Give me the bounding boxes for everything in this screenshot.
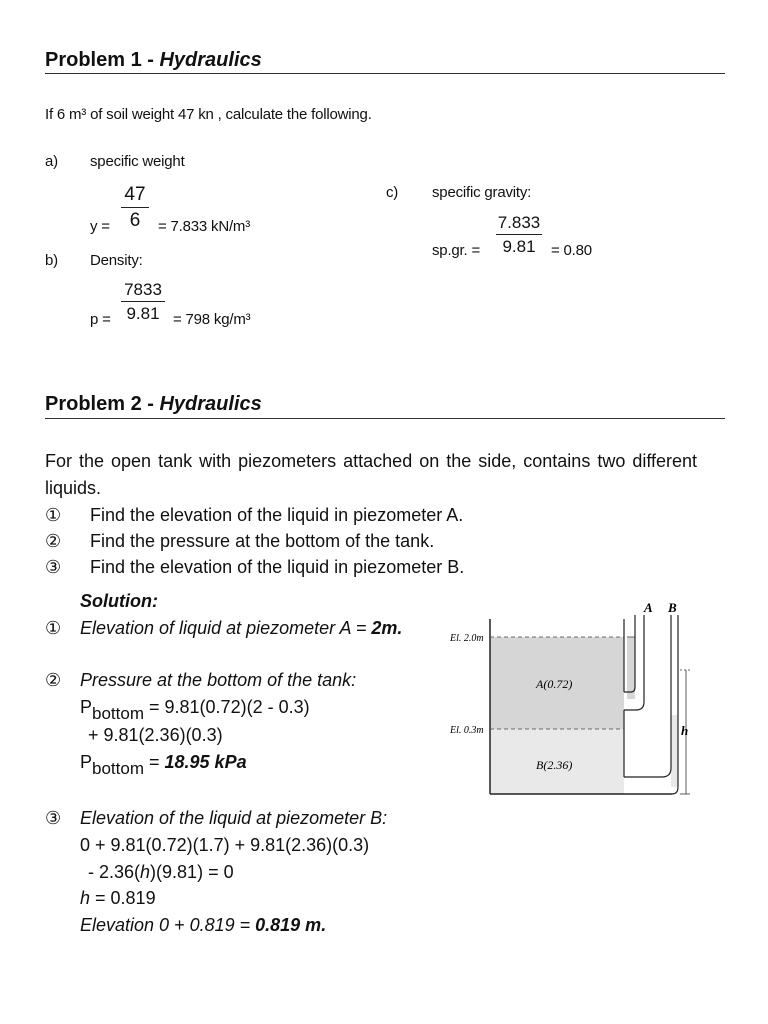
item-c-text: specific gravity: bbox=[432, 184, 532, 201]
item-b-lhs: p = bbox=[90, 311, 111, 328]
item-b-fraction bbox=[121, 280, 165, 324]
item-b-numerator: 7833 bbox=[124, 280, 162, 299]
item-a-lhs: y = bbox=[90, 218, 110, 235]
item-c-numerator: 7.833 bbox=[497, 213, 541, 232]
solution-3-line-1: 0 + 9.81(0.72)(1.7) + 9.81(2.36)(0.3) bbox=[80, 835, 370, 855]
question-2: Find the pressure at the bottom of the tank. bbox=[90, 531, 435, 551]
liquid-b-label: B(2.36) bbox=[536, 758, 573, 772]
question-1: Find the elevation of the liquid in piezometer A. bbox=[90, 505, 464, 525]
solution-3-marker: ③ bbox=[45, 808, 62, 828]
elevation-mid-label: El. 0.3m bbox=[450, 725, 484, 736]
item-b-result: = 798 kg/m³ bbox=[173, 311, 251, 328]
fraction-bar bbox=[121, 301, 165, 302]
tank-diagram bbox=[440, 595, 710, 805]
solution-3-line-4: Elevation 0 + 0.819 = 0.819 m. bbox=[80, 915, 327, 935]
question-1-marker: ① bbox=[45, 505, 62, 525]
question-2-marker: ② bbox=[45, 531, 62, 551]
solution-2-marker: ② bbox=[45, 670, 62, 690]
item-a-result: = 7.833 kN/m³ bbox=[158, 218, 251, 235]
item-c-fraction bbox=[496, 213, 542, 257]
liquid-a-label: A(0.72) bbox=[536, 677, 573, 691]
problem-1-title: Problem 1 - Hydraulics bbox=[45, 49, 262, 71]
item-a-label: a) bbox=[45, 153, 58, 170]
problem-1-divider bbox=[45, 73, 725, 74]
piezometer-a-label: A bbox=[644, 600, 653, 615]
solution-3-line-3: h = 0.819 bbox=[80, 888, 156, 908]
problem-2-intro-line-1: For the open tank with piezometers attached on the side, contains two different bbox=[45, 451, 698, 471]
problem-2-title: Problem 2 - Hydraulics bbox=[45, 393, 262, 415]
solution-heading: Solution: bbox=[80, 591, 158, 611]
problem-2-divider bbox=[45, 418, 725, 419]
solution-1: Elevation of liquid at piezometer A = 2m. bbox=[80, 618, 403, 638]
question-3: Find the elevation of the liquid in piezometer B. bbox=[90, 557, 465, 577]
solution-3-heading: Elevation of the liquid at piezometer B: bbox=[80, 808, 388, 828]
solution-2-line-1: Pbottom = 9.81(0.72)(2 - 0.3) bbox=[80, 697, 310, 723]
solution-2-heading: Pressure at the bottom of the tank: bbox=[80, 670, 357, 690]
piezometer-a-fill bbox=[627, 637, 635, 699]
fraction-bar bbox=[496, 234, 542, 235]
item-c-lhs: sp.gr. = bbox=[432, 242, 481, 259]
item-a-fraction bbox=[121, 184, 149, 232]
problem-2-intro-line-2: liquids. bbox=[45, 478, 102, 498]
problem-1-intro: If 6 m³ of soil weight 47 kn , calculate the following. bbox=[45, 106, 372, 123]
solution-1-marker: ① bbox=[45, 618, 62, 638]
item-c-label: c) bbox=[386, 184, 399, 201]
item-a-text: specific weight bbox=[90, 153, 185, 170]
piezometer-b-fill bbox=[671, 715, 678, 787]
item-b-label: b) bbox=[45, 252, 58, 269]
elevation-top-label: El. 2.0m bbox=[450, 633, 484, 644]
solution-3-line-2: - 2.36(h)(9.81) = 0 bbox=[88, 862, 234, 882]
item-a-denominator: 6 bbox=[129, 210, 141, 231]
solution-2-line-2: + 9.81(2.36)(0.3) bbox=[88, 725, 223, 745]
question-3-marker: ③ bbox=[45, 557, 62, 577]
h-label: h bbox=[681, 723, 689, 738]
item-c-result: = 0.80 bbox=[551, 242, 592, 259]
item-b-text: Density: bbox=[90, 252, 143, 269]
item-b-denominator: 9.81 bbox=[126, 304, 160, 323]
item-c-denominator: 9.81 bbox=[502, 237, 536, 256]
fraction-bar bbox=[121, 207, 149, 208]
solution-2-result: Pbottom = 18.95 kPa bbox=[80, 752, 247, 778]
piezometer-b-label: B bbox=[668, 600, 677, 615]
item-a-numerator: 47 bbox=[124, 184, 146, 205]
